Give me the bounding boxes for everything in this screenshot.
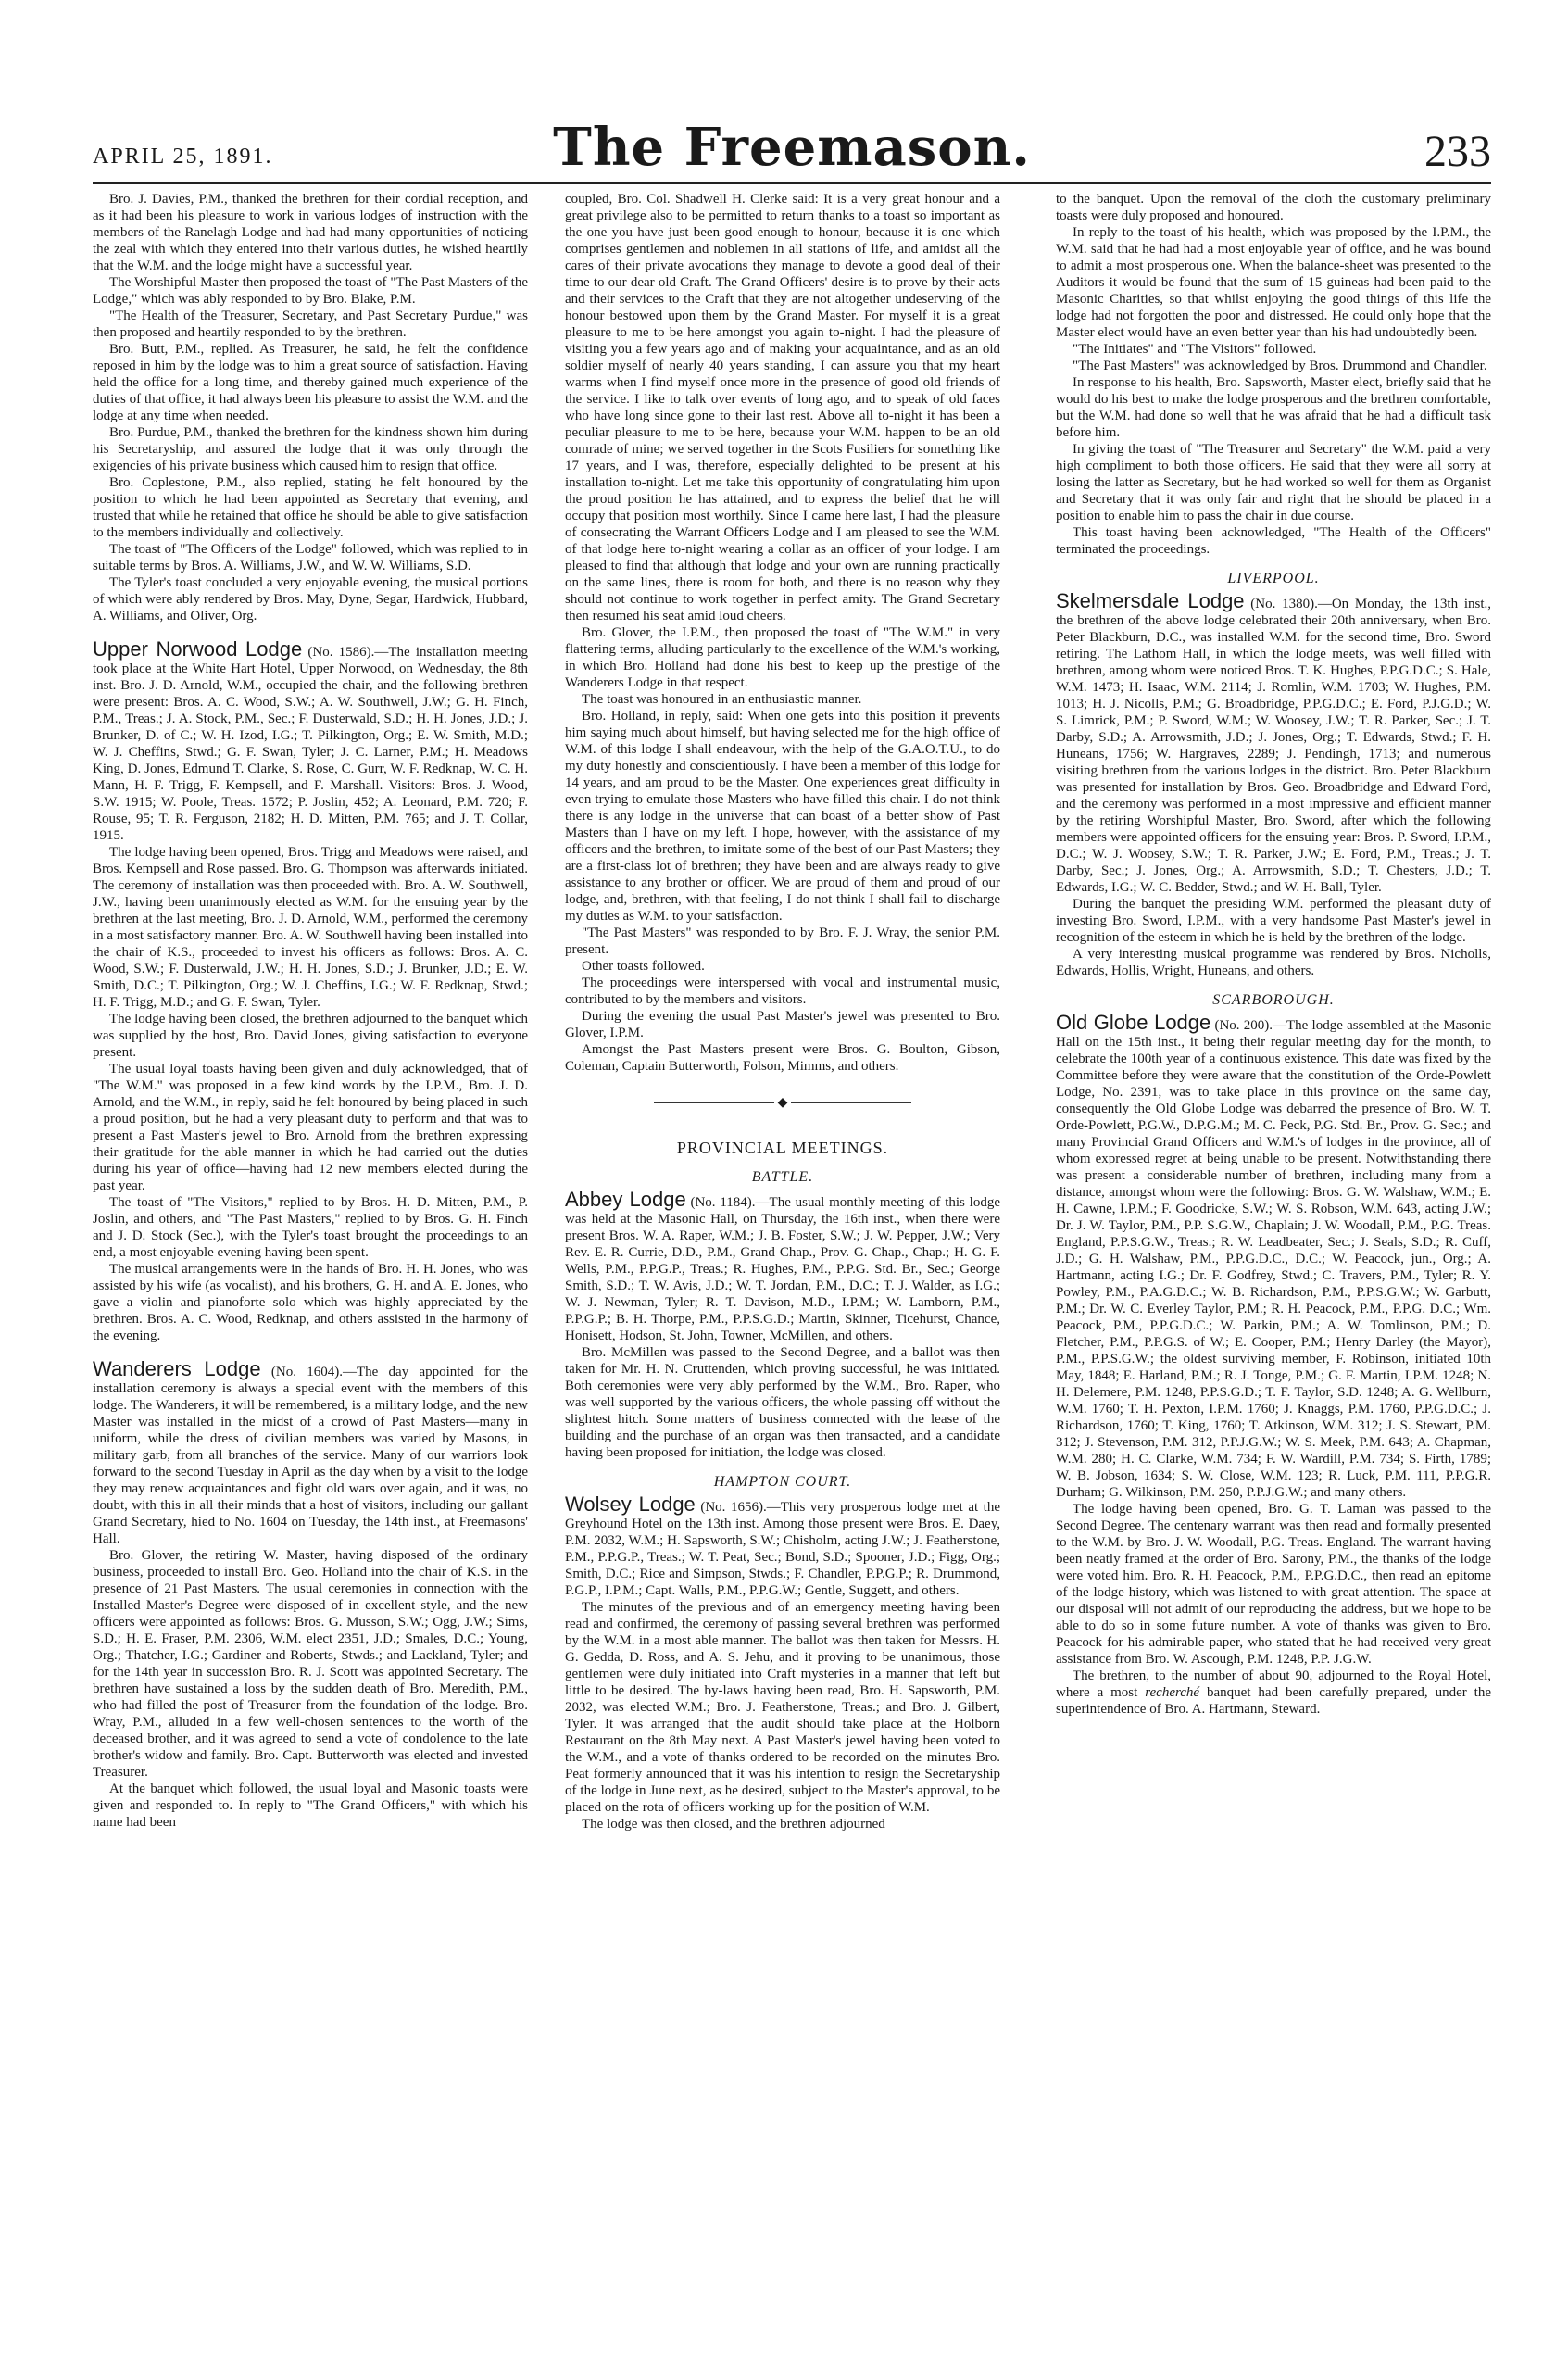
paragraph: Amongst the Past Masters present were Bros. G. Boulton, Gibson, Coleman, Captain Butterworth, Folson, Mimms, and others. <box>565 1042 1000 1074</box>
paragraph: The musical arrangements were in the hands of Bro. H. H. Jones, who was assisted by his wife (as vocalist), and his brothers, G. H. and A. E. Jones, who gave a violin and pianoforte solo which was highly appreciated by the brethren. Bros. A. C. Wood, Redknap, and others assisted in the harmony of the evening. <box>93 1262 528 1343</box>
issue-date: APRIL 25, 1891. <box>93 145 273 169</box>
paragraph: "The Initiates" and "The Visitors" followed. <box>1073 342 1317 357</box>
paragraph: The toast was honoured in an enthusiastic manner. <box>582 692 862 707</box>
paragraph: to the banquet. Upon the removal of the cloth the customary preliminary toasts were duly proposed and honoured. <box>1056 192 1491 223</box>
lodge-heading: Abbey Lodge <box>565 1188 686 1211</box>
paragraph: Bro. Holland, in reply, said: When one gets into this position it prevents him saying much about himself, but having selected me for the high office of W.M. of this lodge I shall endeavour, with the help of the G.A.O.T.U., to do my duty honestly and conscientiously. I have been a member of this lodge for 14 years, and am proud to be the Master. One experiences great difficulty in even trying to emulate those Masters who have filled this chair. I do not think there is any lodge in the universe that can boast of a better show of Past Masters than I have on my left. I hope, however, with the assistance of my officers and the brethren, to imitate some of the best of our Past Masters; they are a first-class lot of brethren; they have been and are always ready to give assistance to any brother or officer. We are proud of them and proud of our lodge, and, brethren, with that feeling, I do not think I shall fail to discharge my duties as W.M. to your satisfaction. <box>565 709 1000 924</box>
text-run: banquet had been carefully prepared, under the superintendence of Bro. A. Hartmann, Steward. <box>1056 1685 1491 1717</box>
place-heading: SCARBOROUGH. <box>1212 992 1335 1008</box>
paragraph: The Worshipful Master then proposed the toast of "The Past Masters of the Lodge," which was ably responded to by Bro. Blake, P.M. <box>93 275 528 307</box>
text-run: The brethren, to the number of about 90, adjourned to the Royal Hotel, where a most <box>1056 1669 1491 1700</box>
paragraph: A very interesting musical programme was rendered by Bros. Nicholls, Edwards, Hollis, Wright, Huneans, and others. <box>1056 947 1491 978</box>
place-heading: LIVERPOOL. <box>1227 571 1320 586</box>
masthead-rule <box>93 182 1491 184</box>
page-number: 233 <box>1424 127 1491 176</box>
column-3 <box>1056 191 1491 1718</box>
paragraph: Bro. Glover, the I.P.M., then proposed the toast of "The W.M." in very flattering terms, alluding particularly to the excellence of the W.M.'s working, in which Bro. Holland had done his best to keep up the prestige of the Wanderers Lodge in that respect. <box>565 625 1000 690</box>
paragraph: The minutes of the previous and of an emergency meeting having been read and confirmed, the ceremony of passing several brethren was performed by the W.M. in a most able manner. The ballot was then taken for Messrs. H. G. Gedda, D. Ross, and A. S. Jehu, and it proving to be unanimous, those gentlemen were duly initiated into Craft mysteries in a manner that left but little to be desired. The by-laws having been read, Bro. H. Sapsworth, P.M. 2032, was elected W.M.; Bro. J. Featherstone, Treas.; and Bro. J. Gilbert, Tyler. It was arranged that the audit should take place at the Holborn Restaurant on the 8th May next. A Past Master's jewel having been voted to the W.M., and a vote of thanks ordered to be recorded on the minutes Bro. Peat formerly announced that it was his intention to resign the Secretaryship of the lodge in June next, as he desired, subject to the Master's approval, to be placed on the rota of officers working up for the position of W.M. <box>565 1600 1000 1815</box>
lodge-report-skelmersdale <box>1056 589 1491 896</box>
paragraph <box>1056 1668 1491 1718</box>
lodge-report-upper-norwood <box>93 637 528 844</box>
paragraph: coupled, Bro. Col. Shadwell H. Clerke said: It is a very great honour and a great privilege also to be permitted to return thanks to a toast so important as the one you have just been good enough to honour, because it is one which comprises gentlemen and noblemen in all stations of life, and amidst all the cares of their private avocations they manage to devote a good deal of their time to our dear old Craft. The Grand Officers' desire is to prove by their acts and their services to the Craft that they are not altogether undeserving of the honour bestowed upon them by the Grand Master. For myself it is a great pleasure to me to be here amongst you again to-night. I had the pleasure of visiting you a few years ago and of making your acquaintance, and as an old soldier myself of nearly 40 years standing, I can assure you that my heart warms when I find myself once more in the presence of good old friends of the service. I like to talk over events of long ago, and to speak of old faces who have long since gone to their last rest. Above all to-night it has been a peculiar pleasure to me to be here, because your W.M. happen to be an old comrade of mine; we served together in the Scots Fusiliers for something like 17 years, and I was, therefore, especially delighted to be present at his installation to-night. Let me take this opportunity of congratulating him upon the proud position he has attained, and to express the belief that he will occupy that position most worthily. Since I came here last, I had the pleasure of consecrating the Warrant Officers Lodge and I am pleased to see the W.M. of that lodge here to-night wearing a collar as an officer of your lodge. I am pleased to find that although that lodge and your own are running practically on the same lines, there is room for both, and there is no reason why they should not continue to work together in perfect amity. The Grand Secretary then resumed his seat amid loud cheers. <box>565 192 1000 623</box>
paragraph: "The Past Masters" was responded to by Bro. F. J. Wray, the senior P.M. present. <box>565 926 1000 957</box>
paragraph: This toast having been acknowledged, "The Health of the Officers" terminated the proceedings. <box>1056 525 1491 557</box>
paragraph: During the banquet the presiding W.M. performed the pleasant duty of investing Bro. Sword, I.P.M., with a very handsome Past Master's jewel in recognition of the esteem in which he is held by the brethren of the lodge. <box>1056 897 1491 945</box>
italic-word: recherché <box>1145 1685 1200 1700</box>
paragraph: Bro. Glover, the retiring W. Master, having disposed of the ordinary business, proceeded to install Bro. Geo. Holland into the chair of K.S. in the presence of 21 Past Masters. The usual ceremonies in connection with the Installed Master's Degree were disposed of in excellent style, and the new officers were appointed as follows: Bros. G. Musson, S.W.; Ogg, J.W.; Sims, S.D.; H. E. Fraser, P.M. 2306, W.M. elect 2351, J.D.; Smales, D.C.; Young, Org.; Thatcher, I.G.; Gardiner and Roberts, Stwds.; and Lackland, Tyler; and for the 14th year in succession Bro. R. J. Scott was appointed Secretary. The brethren have sustained a loss by the sudden death of Bro. Meredith, P.M., who had filled the post of Treasurer from the foundation of the lodge. Bro. Wray, P.M., alluded in a few well-chosen sentences to the worth of the deceased brother, and it was agreed to send a vote of condolence to the late brother's widow and family. Bro. Capt. Butterworth was elected and invested Treasurer. <box>93 1548 528 1780</box>
masthead <box>93 119 1491 176</box>
paragraph: Bro. Coplestone, P.M., also replied, stating he felt honoured by the position to which he had been appointed as Secretary that evening, and trusted that while he retained that office he should be able to give satisfaction to the members individually and collectively. <box>93 475 528 540</box>
newspaper-title: The Freemason. <box>553 117 1031 178</box>
paragraph: "The Past Masters" was acknowledged by Bros. Drummond and Chandler. <box>1073 359 1487 373</box>
paragraph: In reply to the toast of his health, which was proposed by the I.P.M., the W.M. said that he had had a most enjoyable year of office, and he was bound to admit a most prosperous one. When the balance-sheet was presented to the Auditors it would be found that the sum of 15 guineas had been paid to the Masonic Charities, so that whilst enjoying the good things of this life the lodge had not forgotten the poor and distressed. He could only hope that the Master elect would have an even better year than his had undoubtedly been. <box>1056 225 1491 340</box>
paragraph: "The Health of the Treasurer, Secretary, and Past Secretary Purdue," was then proposed and heartily responded to by the brethren. <box>93 309 528 340</box>
paragraph: Bro. McMillen was passed to the Second Degree, and a ballot was then taken for Mr. H. N. Cruttenden, which proving successful, he was initiated. Both ceremonies were very ably performed by the W.M., Bro. Raper, who was well supported by the various officers, the whole passing off without the slightest hitch. Some matters of business connected with the lease of the building and the purchase of an organ was then transacted, and a candidate having been proposed for initiation, the lodge was closed. <box>565 1345 1000 1460</box>
lodge-report-text: (No. 1656).—This very prosperous lodge met at the Greyhound Hotel on the 13th inst. Among those present were Bros. E. Daey, P.M. 2032, W.M.; H. Sapsworth, S.W.; Chisholm, acting J.W.; J. Featherstone, P.M., P.P.G.P., Treas.; W. T. Peat, Sec.; Bond, S.D.; Spooner, J.D.; Figg, Org.; Smith, D.C.; Rice and Simpson, Stwds.; F. Chandler, P.P.G.P.; R. Drummond, P.G.P., I.P.M.; Capt. Walls, P.M., P.P.G.W.; Gentle, Suggett, and others. <box>565 1500 1001 1598</box>
paragraph: Bro. J. Davies, P.M., thanked the brethren for their cordial reception, and as it had been his pleasure to work in various lodges of instruction with the members of the Ranelagh Lodge and had had many opportunities of noticing the zeal with which they entered into their various duties, he wished heartily that the W.M. and the lodge might have a successful year. <box>93 192 528 273</box>
lodge-report-text: (No. 1586).—The installation meeting took place at the White Hart Hotel, Upper Norwood, on Wednesday, the 8th inst. Bro. J. D. Arnold, W.M., occupied the chair, and the following brethren were present: Bros. A. C. Wood, S.W.; A. W. Southwell, J.W.; G. H. Finch, P.M., Treas.; J. A. Stock, P.M., Sec.; F. Dusterwald, S.D.; H. H. Jones, J.D.; J. Brunker, D. of C.; W. H. Izod, I.G.; T. Pilkington, Org.; E. W. Smith, M.D.; W. J. Cheffins, Stwd.; G. F. Swan, Tyler; J. C. Larner, P.M.; H. Meadows King, D. Jones, Edmund T. Clarke, S. Rose, C. Gurr, W. F. Redknap, W. C. H. Mann, H. F. Trigg, F. Kempsell, and F. Marshall. Visitors: Bros. J. Wood, S.W. 1915; W. Poole, Treas. 1572; P. Joslin, 452; A. Leonard, P.M. 720; F. Rouse, 95; T. R. Ferguson, 2182; H. D. Mitten, P.M. 765; and J. T. Collar, 1915. <box>93 645 528 843</box>
lodge-heading: Wanderers Lodge <box>93 1357 261 1380</box>
lodge-heading: Wolsey Lodge <box>565 1492 696 1516</box>
column-2 <box>565 191 1000 1832</box>
paragraph: Other toasts followed. <box>582 959 705 974</box>
lodge-report-wolsey <box>565 1492 1001 1599</box>
lodge-report-text: (No. 1184).—The usual monthly meeting of this lodge was held at the Masonic Hall, on Thursday, the 16th inst., when there were present Bros. W. A. Raper, W.M.; J. B. Foster, S.W.; J. W. Pepper, J.W.; Very Rev. E. R. Currie, D.D., P.M., Grand Chap., Prov. G. Chap., Chap.; H. G. F. Wells, P.M., P.P.G.P., Treas.; R. Hughes, P.M., P.P.G. Std. Br., Sec.; George Smith, S.D.; T. W. Avis, J.D.; W. T. Jordan, P.M., D.C.; T. J. Walder, as I.G.; W. J. Newman, Tyler; R. T. Davison, M.D., I.P.M.; W. Lamborn, P.M., P.P.G.P.; B. H. Thorpe, P.M., P.P.S.G.D.; Martin, Skinner, Ticehurst, Chance, Honisett, Hodson, St. John, Towner, McMillen, and others. <box>565 1195 1001 1343</box>
paragraph: The usual loyal toasts having been given and duly acknowledged, that of "The W.M." was proposed in a few kind words by the I.P.M., Bro. J. D. Arnold, and the W.M., in reply, said he felt honoured by being placed in such a proud position, but he had a very pleasant duty to perform and that was to present a Past Master's jewel to Bro. Arnold from the brethren expressing their gratitude for the able manner in which he had carried out the duties during his year of office—having had 12 new members elected during the past year. <box>93 1062 528 1193</box>
lodge-report-old-globe <box>1056 1011 1491 1501</box>
paragraph: The lodge was then closed, and the brethren adjourned <box>582 1817 885 1832</box>
paragraph: The lodge having been opened, Bros. Trigg and Meadows were raised, and Bros. Kempsell and Rose passed. Bro. G. Thompson was afterwards initiated. The ceremony of installation was then proceeded with. Bro. A. W. Southwell, J.W., having been unanimously elected as W.M. for the ensuing year by the brethren at the last meeting, Bro. J. D. Arnold, W.M., performed the ceremony in a most satisfactory manner. Bro. A. W. Southwell having been installed into the chair of K.S., proceeded to invest his officers as follows: Bros. A. C. Wood, S.W.; F. Dusterwald, J.W.; H. H. Jones, S.D.; J. Brunker, J.D.; E. W. Smith, D.C.; T. Pilkington, Org.; W. J. Cheffins, I.G.; W. F. Redknap, Stwd.; H. F. Trigg, M.D.; and G. F. Swan, Tyler. <box>93 845 528 1010</box>
place-heading: HAMPTON COURT. <box>713 1474 852 1490</box>
lodge-heading: Upper Norwood Lodge <box>93 637 303 661</box>
paragraph: The toast of "The Visitors," replied to by Bros. H. D. Mitten, P.M., P. Joslin, and others, and "The Past Masters," replied to by Bros. G. H. Finch and J. D. Stock (Sec.), with the Tyler's toast brought the proceedings to an end, a most enjoyable evening having been spent. <box>93 1195 528 1260</box>
paragraph: The lodge having been opened, Bro. G. T. Laman was passed to the Second Degree. The centenary warrant was then read and formally presented to the W.M. by Bro. J. W. Woodall, P.G. Treas. England. The warrant having been neatly framed at the order of Bro. Sarony, P.M., the thanks of the lodge were voted him. Bro. R. H. Peacock, P.M., P.P.G.D.C., then read an epitome of the lodge history, which was listened to with great attention. The space at our disposal will not admit of our reproducing the address, but we hope to be able to do so in some future number. A vote of thanks was given to Bro. Peacock for his admirable paper, who stated that he had received very great assistance from Bro. W. Ascough, P.M. 1248, P.P. J.G.W. <box>1056 1502 1491 1667</box>
column-1 <box>93 191 528 1831</box>
paragraph: The proceedings were interspersed with vocal and instrumental music, contributed to by the members and visitors. <box>565 976 1000 1007</box>
paragraph: The toast of "The Officers of the Lodge" followed, which was replied to in suitable terms by Bros. A. Williams, J.W., and W. W. Williams, S.D. <box>93 542 528 573</box>
paragraph: At the banquet which followed, the usual loyal and Masonic toasts were given and responded to. In reply to "The Grand Officers," with which his name had been <box>93 1782 528 1830</box>
paragraph: In giving the toast of "The Treasurer and Secretary" the W.M. paid a very high compliment to both those officers. He said that they were all sorry at losing the latter as Secretary, but he had worked so well for them as Organist and Secretary that it was only fair and right that he should be placed in a position to enable him to pass the chair in due course. <box>1056 442 1491 523</box>
lodge-heading: Old Globe Lodge <box>1056 1011 1211 1034</box>
paragraph: Bro. Purdue, P.M., thanked the brethren for the kindness shown him during his Secretaryship, and assured the lodge that it was only through the exigencies of his private business which caused him to resign that office. <box>93 425 528 473</box>
lodge-report-text: (No. 200).—The lodge assembled at the Masonic Hall on the 15th inst., it being their regular meeting day for the month, to celebrate the 100th year of a continuous existence. This date was fixed by the Committee before they were aware that the constitution of the Orde-Powlett Lodge, No. 2391, was to take place in this province on the same day, consequently the Old Globe Lodge was debarred the presence of Bro. W. T. Orde-Powlett, P.G.W., D.P.G.M.; M. C. Peck, P.G. Std. Br., Prov. G. Sec.; and many Provincial Grand Officers and W.M.'s of lodges in the province, all of whom expressed regret at being unable to be present. Notwithstanding there was present a considerable number of brethren, including many from a distance, amongst whom were the following: Bros. G. W. Walshaw, W.M.; E. H. Cawne, I.P.M.; F. Goodricke, S.W.; W. S. Robson, W.M. 643, acting J.W.; Dr. J. W. Taylor, P.M., P.P. S.G.W., Chaplain; J. W. Woodall, P.M., P.G. Treas. England, P.P.S.G.W., Treas.; R. W. Leadbeater, Sec.; J. Seals, S.D.; R. Cuff, J.D.; G. H. Walshaw, P.M., P.P.G.D.C., D.C.; W. Peacock, jun., Org.; A. Hartmann, acting I.G.; Dr. F. Godfrey, Stwd.; C. Travers, P.M., Tyler; R. Y. Powley, P.M., P.A.G.D.C.; W. B. Richardson, P.M., P.P.S.G.W.; W. Garbutt, P.M.; Dr. W. C. Everley Taylor, P.M.; R. H. Peacock, P.M., P.P.G. D.C.; Wm. Peacock, P.M., P.P.G.D.C.; W. Parkin, P.M.; A. W. Tomlinson, P.M.; D. Fletcher, P.M., P.P.G.S. of W.; E. Cooper, P.M.; Henry Darley (the Mayor), P.M., P.P.S.G.W.; the oldest surviving member, F. Robinson, initiated 10th May, 1848; E. Harland, P.M.; R. J. Tonge, P.M.; G. F. Martin, I.P.M. 1248; N. H. Delemere, P.M. 1248, P.P.S.G.D.; T. F. Taylor, S.D. 1248; A. G. Wellburn, W.M. 1760; T. H. Pexton, I.P.M. 1760; J. Knaggs, P.M. 1760, P.P.G.D.C.; J. Richardson, 1760; T. King, 1760; T. Atkinson, W.M. 312; J. S. Stewart, P.M. 312; J. Stevenson, P.M. 312, P.P.J.G.W.; W. S. Meek, P.M. 643; A. Chapman, W.M. 280; H. C. Clarke, W.M. 734; F. W. Wardill, P.M. 734; S. Firth, 1789; W. B. Jobson, 1634; S. W. Close, W.M. 123; R. Luck, P.M. 111, P.P.G.R. Durham; G. Wilkinson, P.M. 250, P.P.J.G.W.; and many others. <box>1056 1018 1491 1500</box>
lodge-heading: Skelmersdale Lodge <box>1056 589 1245 612</box>
paragraph: During the evening the usual Past Master's jewel was presented to Bro. Glover, I.P.M. <box>565 1009 1000 1040</box>
section-heading: PROVINCIAL MEETINGS. <box>676 1139 889 1157</box>
section-divider: ◆ <box>565 1095 1000 1112</box>
paragraph: The lodge having been closed, the brethren adjourned to the banquet which was supplied by the host, Bro. David Jones, giving satisfaction to everyone present. <box>93 1012 528 1060</box>
place-heading: BATTLE. <box>751 1169 814 1185</box>
lodge-report-text: (No. 1380).—On Monday, the 13th inst., the brethren of the above lodge celebrated their 20th anniversary, when Bro. Peter Blackburn, D.C., was installed W.M. for the second time, Bro. Sword retiring. The Lathom Hall, in which the lodge meets, was well filled with brethren, among whom were noticed Bros. T. K. Hughes, P.P.G.D.C.; S. Hale, W.M. 1473; H. Isaac, W.M. 2114; J. Romlin, W.M. 1703; W. Hughes, P.M. 1013; H. J. Nicolls, P.M.; G. Broadbridge, P.P.G.D.C.; E. Ford, P.J.G.D.; W. S. Limrick, P.M.; P. Sword, W.M.; W. Woosey, J.W.; T. R. Parker, Sec.; J. T. Darby, S.D.; A. Arrowsmith, J.D.; J. Jones, Org.; T. Edwards, Stwd.; F. H. Huneans, 1756; W. Hargraves, 2289; J. Pendingh, 1713; and numerous visiting brethren from the various lodges in the district. Bro. Peter Blackburn was presented for installation by Bros. Geo. Broadbridge and Edward Ford, and the ceremony was performed in a most impressive and efficient manner by the retiring Worshipful Master, Bro. Sword, after which the following members were appointed officers for the ensuing year: Bros. P. Sword, I.P.M., D.C.; W. J. Woosey, S.W.; T. R. Parker, J.W.; E. Ford, P.M., Treas.; J. T. Darby, Sec.; J. Jones, Org.; A. Arrowsmith, S.D.; T. Chesters, J.D.; T. Edwards, I.G.; W. C. Bedder, Stwd.; and W. H. Ball, Tyler. <box>1056 597 1491 895</box>
lodge-report-text: (No. 1604).—The day appointed for the installation ceremony is always a special event with the members of this lodge. The Wanderers, it will be remembered, is a military lodge, and the new Master was installed in the midst of a crowd of Past Masters—many in uniform, while the dress of civilian members was varied by Masons, in military garb, from all branches of the service. Many of our warriors look forward to the second Tuesday in April as the day when by a visit to the lodge they may renew acquaintances and fight old wars over again, and it was, no doubt, with this in all their minds that a host of visitors, including our gallant Grand Secretary, hied to No. 1604 on Tuesday, the 14th inst., at Freemasons' Hall. <box>93 1365 528 1546</box>
lodge-report-wanderers <box>93 1357 528 1547</box>
paragraph: In response to his health, Bro. Sapsworth, Master elect, briefly said that he would do his best to make the lodge prosperous and the brethren comfortable, but the W.M. had done so well that he was afraid that he had a difficult task before him. <box>1056 375 1491 440</box>
paragraph: Bro. Butt, P.M., replied. As Treasurer, he said, he felt the confidence reposed in him by the lodge was to him a great source of satisfaction. Having held the office for a long time, and thereby gained much experience of the duties of that office, it had always been his pleasure to assist the W.M. and the lodge at any time when needed. <box>93 342 528 423</box>
paragraph: The Tyler's toast concluded a very enjoyable evening, the musical portions of which were ably rendered by Bros. May, Dyne, Segar, Hardwick, Hubbard, A. Williams, and Oliver, Org. <box>93 575 528 623</box>
lodge-report-abbey <box>565 1188 1001 1344</box>
